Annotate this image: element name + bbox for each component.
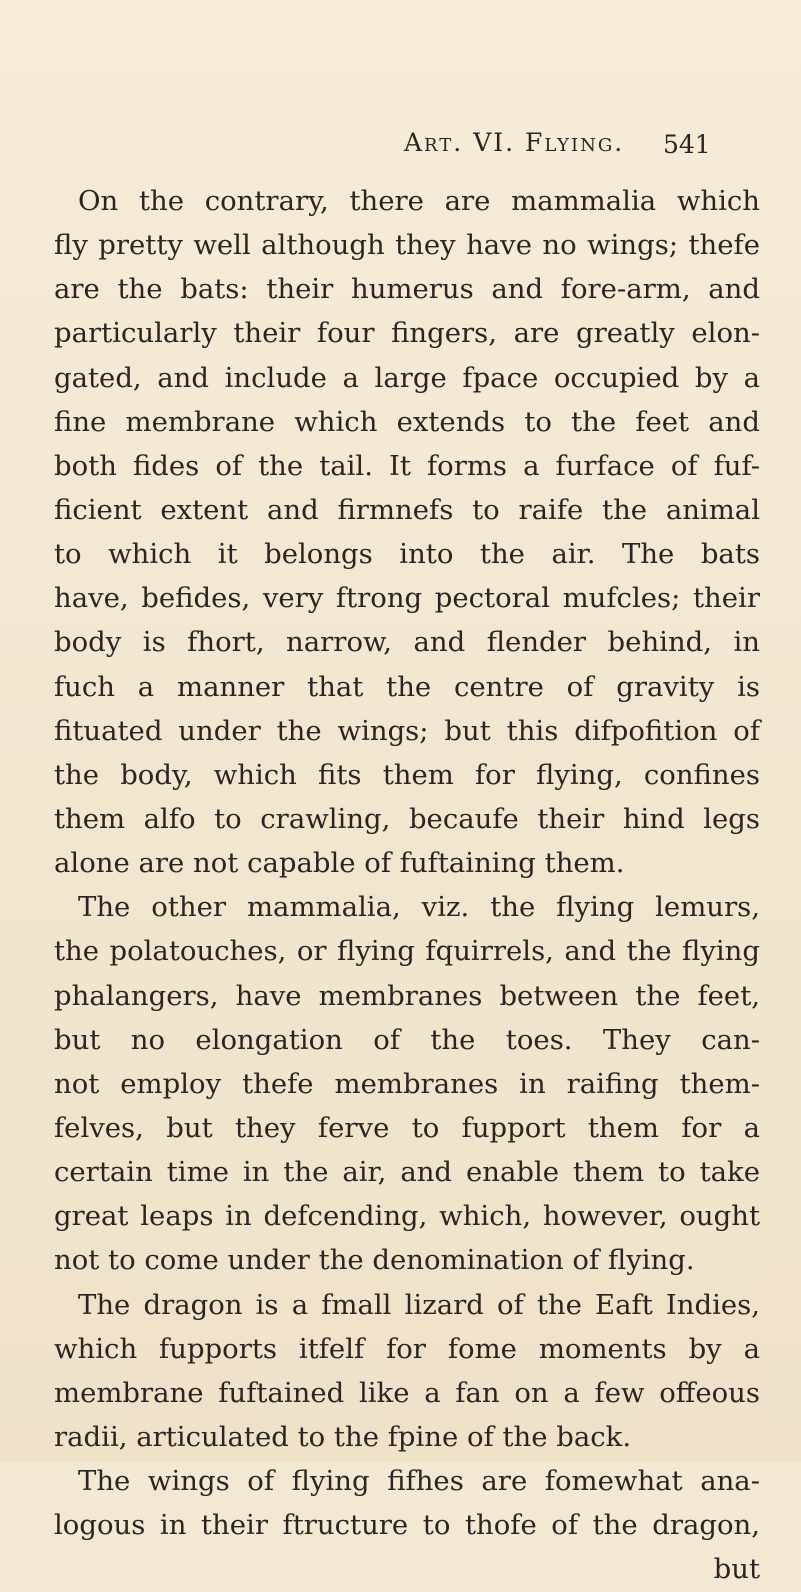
text-line: membrane fuftained like a fan on a few offeous	[54, 1376, 760, 1409]
text-line: logous in their ftructure to thofe of the dragon,	[54, 1509, 760, 1542]
text-line: alone are not capable of fuftaining them.	[54, 847, 625, 880]
text-line: certain time in the air, and enable them to take	[54, 1156, 760, 1189]
text-line: particularly their four fingers, are greatly elon-	[54, 317, 760, 350]
text-line: not to come under the denomination of flying.	[54, 1244, 695, 1277]
text-line: to which it belongs into the air. The bats	[54, 538, 760, 571]
text-line: fine membrane which extends to the feet and	[54, 405, 760, 438]
text-line: body is fhort, narrow, and flender behind, in	[54, 626, 760, 659]
text-line: radii, articulated to the fpine of the back.	[54, 1420, 632, 1453]
page-number: 541	[663, 130, 711, 159]
catchword: but	[713, 1553, 760, 1586]
text-line: fly pretty well although they have no wings; thefe	[54, 229, 760, 262]
text-line: The other mammalia, viz. the flying lemurs,	[78, 891, 760, 924]
text-line: not employ thefe membranes in raifing them-	[54, 1067, 760, 1100]
text-line: but no elongation of the toes. They can-	[54, 1023, 760, 1056]
text-line: gated, and include a large fpace occupied by a	[54, 361, 760, 394]
text-line: which fupports itfelf for fome moments by a	[54, 1332, 760, 1365]
text-line: have, befides, very ftrong pectoral mufcles; their	[54, 582, 760, 615]
text-line: felves, but they ferve to fupport them for a	[54, 1111, 760, 1144]
text-line: the body, which fits them for flying, confines	[54, 758, 760, 791]
text-line: fituated under the wings; but this difpofition of	[54, 714, 760, 747]
running-head: Art. VI. Flying.	[404, 128, 625, 157]
text-line: phalangers, have membranes between the feet,	[54, 979, 760, 1012]
text-line: The wings of flying fifhes are fomewhat ana-	[78, 1465, 760, 1498]
text-line: are the bats: their humerus and fore-arm, and	[54, 273, 760, 306]
text-line: fuch a manner that the centre of gravity is	[54, 670, 760, 703]
text-line: On the contrary, there are mammalia which	[78, 185, 760, 217]
text-line: both fides of the tail. It forms a furface of fuf-	[54, 449, 760, 482]
text-line: them alfo to crawling, becaufe their hind legs	[54, 802, 760, 835]
text-line: the polatouches, or flying fquirrels, and the flying	[54, 935, 760, 968]
text-line: great leaps in defcending, which, however, ought	[54, 1200, 760, 1233]
page-header	[0, 128, 801, 168]
body-text	[54, 179, 760, 1592]
text-line: The dragon is a fmall lizard of the Eaft Indies,	[78, 1288, 760, 1321]
text-line: ficient extent and firmnefs to raife the animal	[54, 493, 760, 526]
